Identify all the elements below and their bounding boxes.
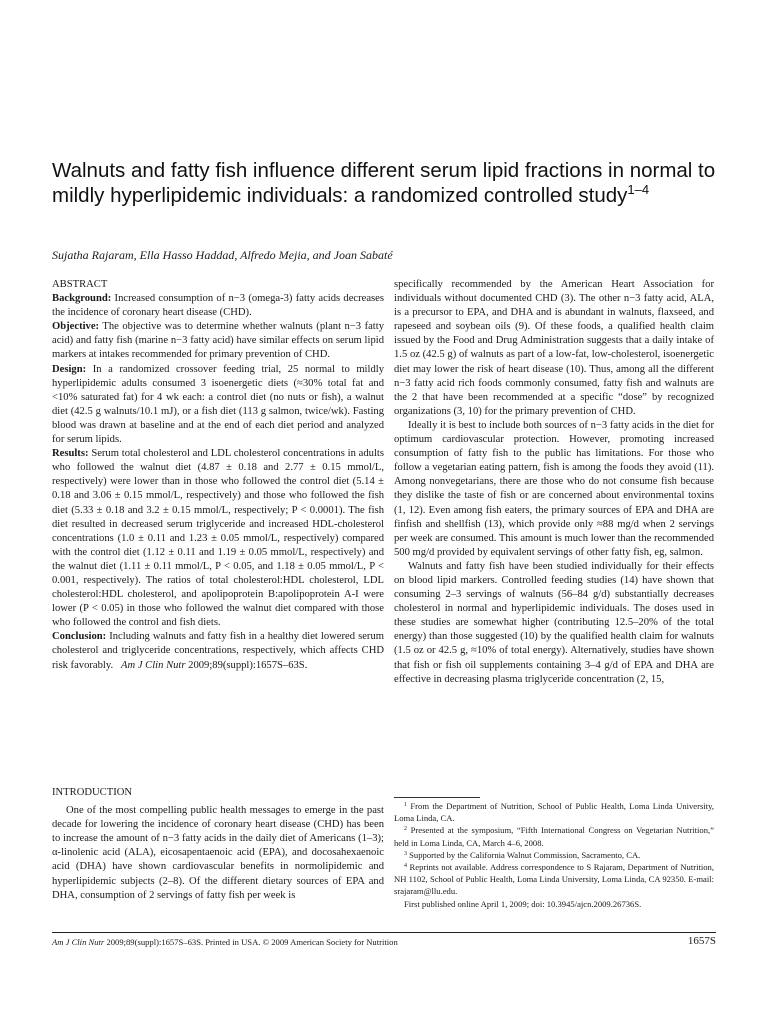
body-column-right [394, 278, 714, 687]
introduction-paragraph: One of the most compelling public health messages to emerge in the past decade for lowering the incidence of coronary heart disease (CHD) has been to increase the amount of n−3 fatty acids in the daily diet of Americans (1–3); α-linolenic acid (ALA), eicosapentaenoic acid (EPA), and docosahexaenoic acid (DHA) have shown cardiovascular benefits in normolipidemic and hyperlipidemic subjects (2–8). Of the different dietary sources of EPA and DHA, consumption of 2 servings of fatty fish per week is [52, 805, 384, 901]
footnote-3 [394, 849, 714, 861]
footnote-4 [394, 861, 714, 898]
footer-divider [52, 932, 716, 933]
author-list: Sujatha Rajaram, Ella Hasso Haddad, Alfredo Mejia, and Joan Sabaté [52, 248, 393, 262]
introduction-section [52, 786, 384, 903]
body-paragraph-3: Walnuts and fatty fish have been studied individually for their effects on blood lipid markers. Controlled feeding studies (14) have shown that consuming 2–3 servings of walnuts (56–84 g/d) substantially decreases cholesterol in normal and hyperlipidemic individuals. The doses used in these studies are somewhat higher (contributing 12.5–20% of the total energy) than those suggested (10) by the qualified health claim for walnuts (1.5 oz or 42.5 g, ≈10% of total energy). Alternatively, studies have shown that fish or fish oil supplements containing 3–4 g/d of EPA and DHA are effective in decreasing plasma triglyceride concentration (2, 15, [394, 560, 714, 685]
page-number: 1657S [687, 935, 716, 947]
article-title [52, 158, 724, 208]
title-footnote-marker: 1–4 [627, 182, 650, 197]
conclusion-text: Including walnuts and fatty fish in a healthy diet lowered serum cholesterol and triglyceride concentrations, respectively, which affects CHD risk favorably. [52, 631, 384, 671]
footnote-4-marker: 4 [404, 863, 407, 870]
abstract-conclusion [52, 630, 384, 672]
conclusion-label: Conclusion: [52, 631, 107, 643]
body-paragraph-1: specifically recommended by the American Heart Association for individuals without documented CHD (3). The other n−3 fatty acid, ALA, is a precursor to EPA, and DHA and is abundant in walnuts, flaxseed, and rapeseed and soybean oils (9). Of these foods, a qualified health claim issued by the Food and Drug Administration suggests that a daily intake of 1.5 oz (42.5 g) of walnuts as part of a low-fat, low-cholesterol, isoenergetic diet may lower the risk of heart disease (10). Thus, among all the different n−3 fatty acid rich foods commonly consumed, fatty fish and walnuts are the 2 that have been recommended at a specific “dose” by recognized organizations (3, 10) for the primary prevention of CHD. [394, 279, 714, 417]
footnote-publication: First published online April 1, 2009; doi: 10.3945/ajcn.2009.26736S. [404, 898, 642, 909]
footnote-1-text: From the Department of Nutrition, School of Public Health, Loma Linda University, Loma Linda, CA. [394, 801, 714, 824]
design-label: Design: [52, 363, 87, 375]
footnote-divider [394, 797, 480, 798]
footnote-1 [394, 800, 714, 824]
abstract-objective [52, 320, 384, 362]
footnote-3-text: Supported by the California Walnut Commission, Sacramento, CA. [409, 849, 641, 860]
footer-journal: Am J Clin Nutr [52, 937, 105, 947]
abstract-design [52, 363, 384, 448]
results-text: Serum total cholesterol and LDL cholesterol concentrations in adults who followed the walnut diet (4.87 ± 0.18 and 2.77 ± 0.15 mmol/L, respectively) were lower than in those who followed the control diet (5.14 ± 0.18 and 3.06 ± 0.15 mmol/L, respectively) and those who followed the fish diet (5.33 ± 0.18 and 3.2 ± 0.15 mmol/L, respectively; P < 0.0001). The fish diet resulted in decreased serum triglyceride and increased HDL-cholesterol concentrations (1.0 ± 0.11 and 1.23 ± 0.05 mmol/L, respectively) compared with the control diet (1.12 ± 0.11 and 1.19 ± 0.05 mmol/L, respectively) and the walnut diet (1.11 ± 0.11 mmol/L, P < 0.05, and 1.18 ± 0.05 mmol/L, P < 0.001, respectively). The ratios of total cholesterol:HDL cholesterol, LDL cholesterol:HDL cholesterol, and apolipoprotein B:apolipoprotein A-I were lower (P < 0.05) in those who followed the walnut diet compared with those who followed the control and fish diets. [52, 448, 384, 629]
objective-label: Objective: [52, 321, 100, 333]
article-title-text: Walnuts and fatty fish influence different serum lipid fractions in normal to mildly hyperlipidemic individuals: a randomized controlled study [52, 159, 716, 207]
citation-details: 2009;89(suppl):1657S–63S. [188, 659, 308, 671]
footnote-2 [394, 824, 714, 848]
footer-citation: 2009;89(suppl):1657S–63S. Printed in USA. © 2009 American Society for Nutrition [106, 937, 398, 947]
page-footer [52, 936, 612, 948]
background-text: Increased consumption of n−3 (omega-3) fatty acids decreases the incidence of coronary heart disease (CHD). [52, 293, 385, 319]
footnote-2-marker: 2 [404, 826, 407, 833]
footnote-3-marker: 3 [404, 850, 407, 857]
design-text: In a randomized crossover feeding trial, 25 normal to mildly hyperlipidemic adults consumed 3 isoenergetic diets (≈30% total fat and <10% saturated fat) for 4 wk each: a control diet (no nuts or fish), a walnut diet (42.5 g walnuts/10.1 mJ), or a fish diet (113 g salmon, twice/wk). Fasting blood was drawn at baseline and at the end of each diet period and analyzed for serum lipids. [52, 363, 384, 446]
objective-text: The objective was to determine whether walnuts (plant n−3 fatty acid) and fatty fish (marine n−3 fatty acid) have similar effects on serum lipid markers at intakes recommended for primary prevention of CHD. [52, 321, 384, 361]
body-paragraph-2: Ideally it is best to include both sources of n−3 fatty acids in the diet for optimum cardiovascular protection. However, promoting increased consumption of fatty fish to the public has limitations. For those who follow a vegetarian eating pattern, fish is among the foods they avoid (11). Among nonvegetarians, there are those who do not consume fish because they dislike the taste of fish or are concerned about environmental toxins (1, 12). Even among fish eaters, the primary sources of EPA and DHA are finfish and shellfish (13), which provide only ≈88 mg/d when 2 servings per week are consumed. This amount is much lower than the recommended 500 mg/d provided by equivalent servings of other fatty fish, eg, salmon. [394, 419, 714, 558]
introduction-heading: INTRODUCTION [52, 787, 133, 798]
results-label: Results: [52, 448, 89, 460]
abstract-heading: ABSTRACT [52, 279, 108, 290]
citation-journal: Am J Clin Nutr [121, 659, 186, 671]
background-label: Background: [52, 293, 112, 305]
footnote-2-text: Presented at the symposium, “Fifth International Congress on Vegetarian Nutrition,” held in Loma Linda, CA, March 4–6, 2008. [394, 825, 714, 848]
footnote-4-text: Reprints not available. Address correspondence to S Rajaram, Department of Nutrition, NH 1102, School of Public Health, Loma Linda University, Loma Linda, CA 92350. E-mail: srajaram@llu.edu. [394, 862, 714, 897]
abstract-results [52, 447, 384, 630]
footnote-1-marker: 1 [404, 802, 407, 808]
footnotes [394, 800, 714, 910]
abstract-background [52, 292, 384, 320]
abstract-column [52, 278, 384, 673]
